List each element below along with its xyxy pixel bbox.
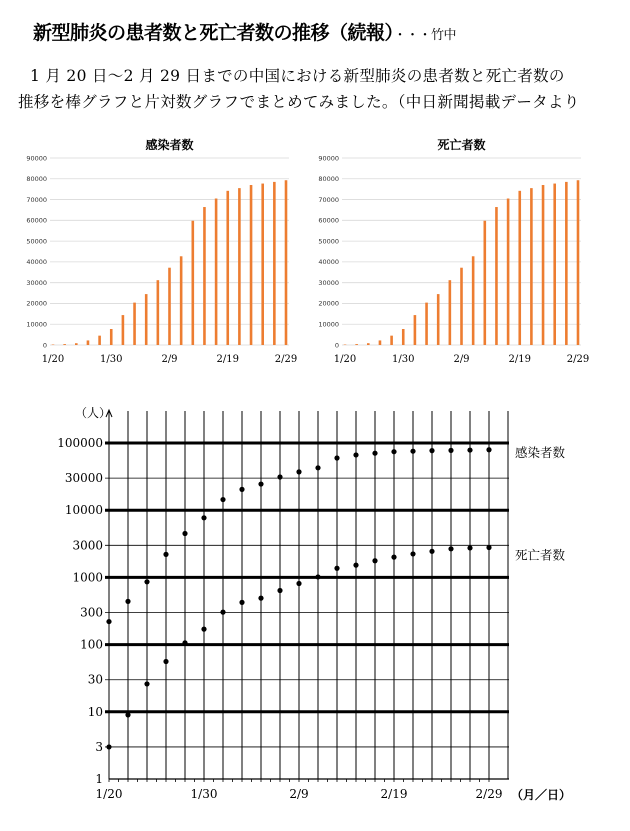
x-tick-label: 1/30 xyxy=(100,354,123,365)
x-tick-label: 1/30 xyxy=(190,787,218,801)
x-tick-label: 1/20 xyxy=(333,354,357,365)
infected-point xyxy=(315,465,320,470)
bar-2-23 xyxy=(250,185,253,345)
bar-2-29 xyxy=(285,180,288,345)
deaths-point xyxy=(125,712,130,717)
infected-point xyxy=(391,449,396,454)
y-tick-label: 90000 xyxy=(26,154,47,163)
infected-bar-chart xyxy=(18,133,303,373)
infected-point xyxy=(201,515,206,520)
y-tick-label: 3000 xyxy=(72,538,103,553)
y-tick-label: 80000 xyxy=(26,175,47,184)
deaths-point xyxy=(448,546,453,551)
bar-2-25 xyxy=(261,184,264,345)
y-tick-label: 100 xyxy=(80,637,103,652)
deaths-point xyxy=(315,574,320,579)
bar-1-24 xyxy=(367,343,370,345)
infected-point xyxy=(144,579,149,584)
x-tick-label: 1/30 xyxy=(392,354,415,365)
y-tick-label: 30000 xyxy=(64,471,103,486)
x-tick-label: 2/9 xyxy=(453,354,470,365)
bar-2-17 xyxy=(215,199,218,345)
y-tick-label: 60000 xyxy=(318,216,339,225)
y-tick-label: 10000 xyxy=(26,320,47,329)
bar-2-3 xyxy=(425,303,428,345)
y-tick-label: 100000 xyxy=(57,436,103,450)
y-tick-label: 10 xyxy=(87,704,103,719)
bar-2-7 xyxy=(449,280,452,345)
infected-point xyxy=(353,452,358,457)
y-tick-label: 0 xyxy=(42,341,47,350)
deaths-point xyxy=(201,627,206,632)
chart-title: 死亡者数 xyxy=(437,138,486,152)
y-tick-label: 1 xyxy=(95,772,103,786)
bar-2-23 xyxy=(542,185,545,345)
y-tick-label: 70000 xyxy=(26,195,47,204)
bar-2-19 xyxy=(518,191,521,345)
intro-line-2: 推移を棒グラフと片対数グラフでまとめてみました。（中日新聞掲載データより xyxy=(18,93,580,111)
bar-2-9 xyxy=(460,268,463,345)
infected-point xyxy=(163,552,168,557)
bar-1-30 xyxy=(402,329,405,345)
x-tick-label: 1/20 xyxy=(95,787,123,801)
x-tick-label: 2/9 xyxy=(289,787,309,801)
y-tick-label: 60000 xyxy=(26,216,47,225)
y-tick-label: 10000 xyxy=(64,503,103,518)
y-tick-label: 0 xyxy=(334,341,339,350)
infected-point xyxy=(220,497,225,502)
deaths-point xyxy=(106,744,111,749)
bar-2-15 xyxy=(203,207,206,345)
bar-1-26 xyxy=(379,340,382,345)
bar-2-21 xyxy=(238,188,241,345)
deaths-point xyxy=(429,549,434,554)
bar-1-22 xyxy=(63,344,66,345)
bar-2-29 xyxy=(577,180,580,345)
y-tick-label: 40000 xyxy=(318,258,339,267)
infected-point xyxy=(296,469,301,474)
bar-2-27 xyxy=(565,182,568,345)
infected-point xyxy=(182,531,187,536)
bar-1-28 xyxy=(98,336,101,345)
bar-2-15 xyxy=(495,207,498,345)
infected-point xyxy=(429,448,434,453)
bar-2-7 xyxy=(157,280,160,345)
bar-2-13 xyxy=(484,221,487,345)
infected-point xyxy=(258,481,263,486)
deaths-point xyxy=(410,551,415,556)
bar-2-13 xyxy=(192,221,195,345)
y-tick-label: 30000 xyxy=(26,278,47,287)
y-tick-label: 50000 xyxy=(26,237,47,246)
series-label-infected: 感染者数 xyxy=(515,445,566,460)
y-tick-label: 1000 xyxy=(72,570,103,585)
y-tick-label: 90000 xyxy=(318,154,339,163)
deaths-point xyxy=(239,600,244,605)
infected-point xyxy=(448,448,453,453)
bar-2-27 xyxy=(273,182,276,345)
y-tick-label: 30 xyxy=(87,672,103,687)
x-tick-label: 2/9 xyxy=(161,354,178,365)
y-tick-label: 70000 xyxy=(318,195,339,204)
deaths-bar-chart xyxy=(310,133,595,373)
bar-2-3 xyxy=(133,303,136,345)
bar-1-28 xyxy=(390,336,393,345)
x-tick-label: 1/20 xyxy=(41,354,65,365)
deaths-point xyxy=(163,659,168,664)
infected-point xyxy=(372,451,377,456)
bar-1-22 xyxy=(355,344,358,345)
deaths-point xyxy=(372,558,377,563)
infected-point xyxy=(125,599,130,604)
x-axis-label: （月／日） xyxy=(511,788,572,802)
infected-point xyxy=(410,449,415,454)
y-tick-label: 50000 xyxy=(318,237,339,246)
deaths-point xyxy=(277,588,282,593)
x-tick-label: 2/19 xyxy=(216,354,239,365)
bar-2-5 xyxy=(145,294,148,345)
bar-2-5 xyxy=(437,294,440,345)
deaths-point xyxy=(220,610,225,615)
y-tick-label: 300 xyxy=(80,605,103,620)
y-tick-label: 20000 xyxy=(318,299,339,308)
deaths-point xyxy=(182,640,187,645)
bar-2-1 xyxy=(414,315,417,345)
y-tick-label: 40000 xyxy=(26,258,47,267)
deaths-point xyxy=(258,595,263,600)
x-tick-label: 2/19 xyxy=(508,354,531,365)
bar-1-24 xyxy=(75,343,78,345)
deaths-point xyxy=(467,545,472,550)
infected-point xyxy=(486,447,491,452)
y-tick-label: 20000 xyxy=(26,299,47,308)
infected-point xyxy=(334,455,339,460)
infected-point xyxy=(106,619,111,624)
deaths-point xyxy=(144,681,149,686)
y-tick-label: 30000 xyxy=(318,278,339,287)
deaths-point xyxy=(296,581,301,586)
infected-point xyxy=(277,474,282,479)
page-title: 新型肺炎の患者数と死亡者数の推移（続報）・・・竹中 xyxy=(33,22,457,44)
bar-2-21 xyxy=(530,188,533,345)
x-tick-label: 2/29 xyxy=(475,787,503,801)
deaths-point xyxy=(391,555,396,560)
series-label-deaths: 死亡者数 xyxy=(515,547,566,563)
y-axis-label: （人） xyxy=(75,406,112,420)
bar-2-11 xyxy=(180,256,183,345)
bar-2-17 xyxy=(507,199,510,345)
bar-2-9 xyxy=(168,268,171,345)
y-tick-label: 80000 xyxy=(318,175,339,184)
chart-title: 感染者数 xyxy=(145,138,194,152)
x-tick-label: 2/29 xyxy=(566,354,590,365)
bar-1-26 xyxy=(87,340,90,345)
intro-line-1: 1 月 20 日～2 月 29 日までの中国における新型肺炎の患者数と死亡者数の xyxy=(30,67,565,85)
semilog-chart xyxy=(0,398,630,818)
y-tick-label: 10000 xyxy=(318,320,339,329)
deaths-point xyxy=(353,563,358,568)
x-tick-label: 2/19 xyxy=(380,787,408,801)
author-label: ・・・竹中 xyxy=(393,28,457,43)
deaths-point xyxy=(486,545,491,550)
bar-1-30 xyxy=(110,329,113,345)
infected-point xyxy=(239,487,244,492)
infected-point xyxy=(467,447,472,452)
y-tick-label: 3 xyxy=(95,739,103,754)
bar-2-19 xyxy=(226,191,229,345)
bar-2-1 xyxy=(122,315,125,345)
x-tick-label: 2/29 xyxy=(274,354,298,365)
bar-2-11 xyxy=(472,256,475,345)
bar-2-25 xyxy=(553,184,556,345)
deaths-point xyxy=(334,566,339,571)
